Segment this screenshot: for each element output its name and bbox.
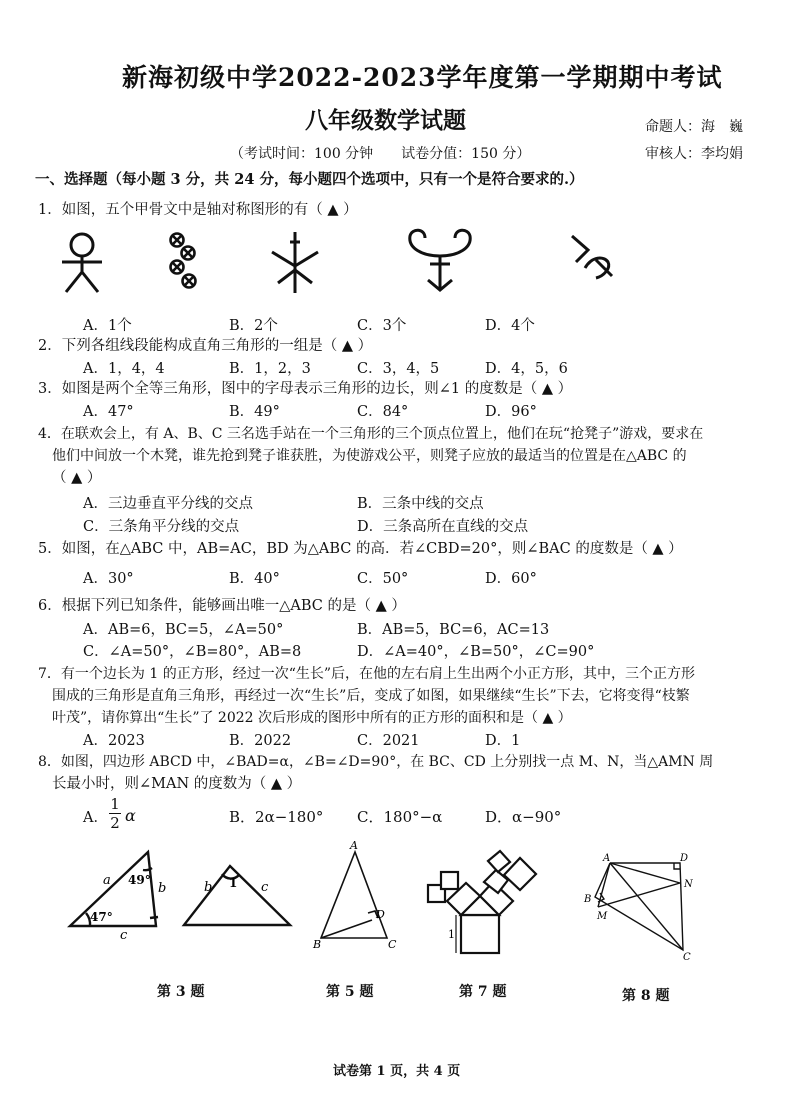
caption-fig8: 第 8 题 [622, 988, 670, 1004]
setter-label: 命题人：海 巍 [645, 119, 743, 135]
q4-option-b: B．三条中线的交点 [357, 496, 484, 512]
fig3-triangle-right [184, 866, 290, 925]
q3-option-d: D．96° [485, 404, 537, 420]
exam-info: （考试时间：100 分钟 试卷分值：150 分） [230, 146, 531, 162]
fig8-label-n: N [684, 879, 693, 890]
q8-option-d: D．α−90° [485, 808, 562, 826]
q4-option-a: A．三边垂直平分线的交点 [83, 496, 253, 512]
exam-title: 新海初级中学2022-2023学年度第一学期期中考试 [122, 63, 723, 92]
q8-option-a-label: A． [83, 810, 108, 826]
q7-line2: 围成的三角形是直角三角形，再经过一次“生长”后，变成了如图，如果继续“生长”下去，它将变得“枝繁 [52, 688, 690, 704]
q7-line1: 7．有一个边长为 1 的正方形，经过一次“生长”后，在他的左右肩上生出两个小正方形，其中，三个正方形 [38, 666, 696, 682]
q6-option-b: B．AB=5，BC=6，AC=13 [357, 622, 550, 638]
q3-option-c: C．84° [357, 404, 409, 420]
q2-option-c: C．3，4，5 [357, 361, 440, 377]
q4-option-c: C．三条角平分线的交点 [83, 519, 240, 535]
fig5-label-c: C [388, 938, 397, 951]
q5-option-d: D．60° [485, 571, 537, 587]
q7-line3: 叶茂”，请你算出“生长”了 2022 次后形成的图形中所有的正方形的面积和是（ ▲ ） [52, 710, 572, 726]
q1-option-a: A．1个 [83, 318, 132, 334]
fraction-numerator: 1 [110, 795, 120, 813]
q1-option-c: C．3个 [357, 318, 407, 334]
fig7-pythagoras-tree [428, 851, 536, 953]
fig3-label-b: b [158, 881, 167, 896]
q3-stem: 3．如图是两个全等三角形，图中的字母表示三角形的边长，则∠1 的度数是（ ▲ ） [38, 381, 573, 397]
fraction-denominator: 2 [110, 814, 120, 832]
q2-stem: 2．下列各组线段能构成直角三角形的一组是（ ▲ ） [38, 338, 373, 354]
q4-line2: 他们中间放一个木凳，谁先抢到凳子谁获胜，为使游戏公平，则凳子应放的最适当的位置是在△ABC 的 [52, 448, 687, 464]
q1-option-d: D．4个 [485, 318, 535, 334]
q2-option-a: A．1，4，4 [83, 361, 165, 377]
fig8-label-a: A [603, 853, 611, 864]
q4-option-d: D．三条高所在直线的交点 [357, 519, 529, 535]
fig3-triangle-left [70, 852, 158, 926]
q5-option-b: B．40° [229, 571, 280, 587]
reviewer-label: 审核人：李均娟 [645, 146, 743, 162]
q1-stem: 1．如图，五个甲骨文中是轴对称图形的有（ ▲ ） [38, 202, 358, 218]
fig5-label-a: A [350, 839, 358, 852]
fig8-quadrilateral [595, 863, 683, 950]
fig3-angle-47: 47° [90, 910, 113, 924]
q7-option-d: D．1 [485, 733, 521, 749]
section-heading: 一、选择题（每小题 3 分，共 24 分，每小题四个选项中，只有一个是符合要求的.） [35, 171, 584, 188]
fig3-angle-1: 1 [229, 876, 238, 890]
q5-option-c: C．50° [357, 571, 409, 587]
q7-option-b: B．2022 [229, 733, 292, 749]
caption-fig5: 第 5 题 [326, 984, 374, 1000]
fig5-triangle [321, 852, 387, 938]
q7-option-a: A．2023 [83, 733, 145, 749]
fig8-label-c: C [683, 952, 691, 963]
q8-option-a-alpha: α [125, 806, 136, 825]
q1-option-b: B．2个 [229, 318, 278, 334]
fig7-side-label: 1 [448, 928, 455, 941]
page-footer: 试卷第 1 页，共 4 页 [333, 1064, 461, 1079]
fig3-angle-49: 49° [128, 873, 151, 887]
q7-option-c: C．2021 [357, 733, 420, 749]
q6-option-c: C．∠A=50°，∠B=80°，AB=8 [83, 644, 302, 660]
paper-subtitle: 八年级数学试题 [305, 107, 466, 134]
q4-line3: （ ▲ ） [52, 470, 102, 486]
q6-stem: 6．根据下列已知条件，能够画出唯一△ABC 的是（ ▲ ） [38, 598, 406, 614]
fig8-label-b: B [584, 894, 592, 905]
q2-option-b: B．1，2，3 [229, 361, 311, 377]
q6-option-a: A．AB=6，BC=5，∠A=50° [83, 622, 284, 638]
fig3-label-a: a [103, 873, 111, 888]
q4-line1: 4．在联欢会上，有 A、B、C 三名选手站在一个三角形的三个顶点位置上，他们在玩“抢凳子”游戏，要求在 [38, 426, 704, 442]
fig5-label-d: D [376, 908, 385, 921]
fig8-label-m: M [597, 911, 608, 922]
fig3r-label-c: c [261, 880, 269, 895]
q5-stem: 5．如图，在△ABC 中，AB=AC，BD 为△ABC 的高．若∠CBD=20°，则∠BAC 的度数是（ ▲ ） [38, 541, 683, 557]
q5-option-a: A．30° [83, 571, 134, 587]
fig8-label-d: D [680, 853, 689, 864]
q2-option-d: D．4，5，6 [485, 361, 568, 377]
q8-option-b: B．2α−180° [229, 808, 324, 826]
q6-option-d: D．∠A=40°，∠B=50°，∠C=90° [357, 644, 595, 660]
caption-fig7: 第 7 题 [459, 984, 507, 1000]
q8-line1: 8．如图，四边形 ABCD 中，∠BAD=α，∠B=∠D=90°，在 BC、CD 上分别找一点 M、N，当△AMN 周 [38, 754, 714, 770]
fig3r-label-b: b [204, 880, 213, 895]
fig3-label-c: c [120, 928, 128, 943]
caption-fig3: 第 3 题 [157, 984, 205, 1000]
q3-option-a: A．47° [83, 404, 134, 420]
q8-line2: 长最小时，则∠MAN 的度数为（ ▲ ） [52, 776, 302, 792]
q8-option-c: C．180°−α [357, 808, 443, 826]
fig5-label-b: B [313, 938, 322, 951]
q3-option-b: B．49° [229, 404, 280, 420]
